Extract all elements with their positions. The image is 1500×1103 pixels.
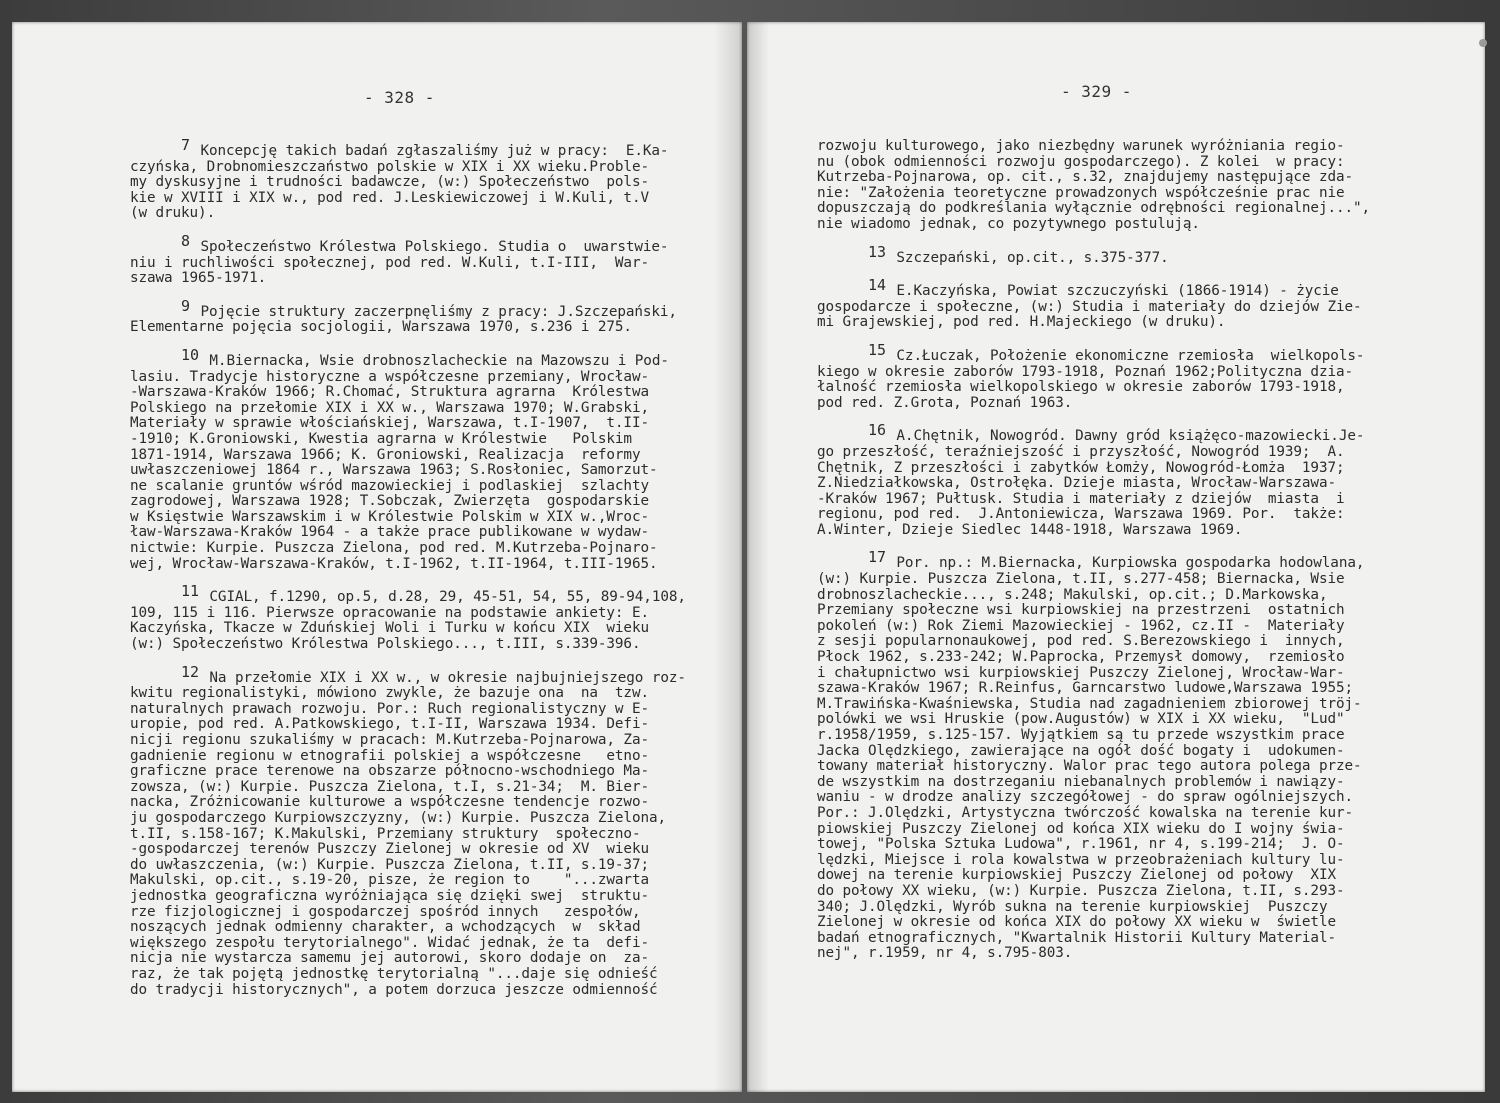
page-number: - 328 - [364,88,435,107]
footnote-text: CGIAL, f.1290, op.5, d.28, 29, 45-51, 54, 55, 89-94,108, [200,589,686,606]
footnote-number: 12 [181,662,199,681]
text-line: Chętnik, Z przeszłości i zabytków Łomży, Nowogród-Łomża 1937; [817,459,1345,476]
text-line: Kutrzeba-Pojnarowa, op. cit., s.32, znajdujemy następujące zda- [817,169,1353,186]
text-line: nu (obok odmienności rozwoju gospodarczego). Z kolei w pracy: [817,153,1345,170]
text-line: szawa-Kraków 1967; R.Reinfus, Garncarstwo ludowe,Warszawa 1955; [817,680,1353,697]
text-line [130,582,700,606]
text-line: my dyskusyjne i trudności badawcze, (w:) Społeczeństwo pols- [130,174,649,191]
footnote-text: Por. np.: M.Biernacka, Kurpiowska gospodarka hodowlana, [887,555,1365,572]
left-page [12,22,742,1092]
text-line: gadnienie regionu w etnografii polskiej a współczesne etno- [130,747,649,764]
binding-hole [1479,39,1487,47]
text-line: Z.Niedziałkowska, Ostrołęka. Dzieje miasta, Wrocław-Warszawa- [817,475,1336,492]
text-line: polówki we wsi Hruskie (pow.Augustów) w XIX i XX wieku, "Lud" [817,711,1345,728]
text-line [130,231,700,256]
text-line [130,662,700,687]
text-line: t.II, s.158-167; K.Makulski, Przemiany struktury społeczno- [130,825,641,842]
text-line: waniu - w drodze analizy szczegółowej - do spraw ogólniejszych. [817,789,1353,806]
footnote-14 [817,276,1417,331]
text-line: nicja nie wystarcza samemu jej autorowi, skoro dodaje on za- [130,950,649,967]
text-line: nicji regionu szukaliśmy w pracach: M.Kutrzeba-Pojnarowa, Za- [130,732,649,748]
footnote-number: 9 [181,296,190,315]
text-line: (w:) Społeczeństwo Królestwa Polskiego..., t.III, s.339-396. [130,636,641,653]
text-line: mi Grajewskiej, pod red. H.Majeckiego (w druku). [817,314,1226,331]
footnote-text: Szczepański, op.cit., s.375-377. [887,249,1169,266]
text-line [817,242,1417,267]
text-line: jednostka geograficzna wyróżniająca się dzięki swej struktu- [130,887,649,904]
footnote-text: Pojęcie struktury zaczerpnęliśmy z pracy: J.Szczepański, [191,303,677,320]
footnote-11 [130,582,700,653]
text-line: naturalnych prawach rozwoju. Por.: Ruch regionalistyczny w E- [130,700,649,717]
text-line: szawa 1965-1971. [130,270,267,287]
footnotes-block [817,139,1417,979]
text-line [817,421,1417,445]
text-line: lędzki, Miejsce i rola kowalstwa w przeobrażeniach kultury lu- [817,851,1345,868]
text-line: większego zespołu terytorialnego". Widać jednak, że ta defi- [130,934,649,951]
text-line: 109, 115 i 116. Pierwsze opracowanie na podstawie ankiety: E. [130,604,649,621]
footnote-text: Cz.Łuczak, Położenie ekonomiczne rzemiosła wielkopols- [887,347,1365,364]
text-line: nictwie: Kurpie. Puszcza Zielona, pod red. M.Kutrzeba-Pojnaro- [130,540,658,557]
footnote-9 [130,296,700,336]
text-line: Elementarne pojęcia socjologii, Warszawa 1970, s.236 i 275. [130,319,632,336]
text-line: i chałupnictwo wsi kurpiowskiej Puszczy Zielonej, Wrocław-War- [817,664,1345,681]
footnote-12 [130,662,700,998]
text-line: -Warszawa-Kraków 1966; R.Chomać, Struktura agrarna Królestwa [130,384,649,401]
text-line: gospodarcze i społeczne, (w:) Studia i materiały do dziejów Zie- [817,298,1362,315]
text-line: (w druku). [130,205,216,222]
footnote-number: 15 [868,340,886,359]
text-line: -1910; K.Groniowski, Kwestia agrarna w Królestwie Polskim [130,430,632,447]
footnote-text: Na przełomie XIX i XX w., w okresie najbujniejszego roz- [200,669,686,686]
footnote-text: A.Chętnik, Nowogród. Dawny gród książęco-mazowiecki.Je- [887,428,1365,445]
text-line: -gospodarczej terenów Puszczy Zielonej w okresie od XV wieku [130,841,649,858]
footnote-number: 13 [868,242,886,261]
footnote-8 [130,231,700,287]
text-line [817,276,1417,300]
text-line: pod red. Z.Grota, Poznań 1963. [817,394,1073,411]
right-page [747,22,1485,1092]
text-line: go przeszłość, teraźniejszość i przyszłość, Nowogród 1939; A. [817,443,1345,460]
footnote-17 [817,548,1417,962]
text-line: pokoleń (w:) Rok Ziemi Mazowieckiej - 1962, cz.II - Materiały [817,617,1345,634]
footnote-number: 8 [181,231,190,250]
footnote-number: 7 [181,136,190,154]
footnotes-block [130,136,700,1015]
text-line [130,296,700,321]
text-line: zowsza, (w:) Kurpie. Puszcza Zielona, t.I, s.21-34; M. Bier- [130,778,649,795]
text-line: Płock 1962, s.233-242; W.Paprocka, Przemysł domowy, rzemiosło [817,649,1345,666]
text-line: r.1958/1959, s.125-157. Wyjątkiem są tu przede wszystkim prace [817,727,1345,743]
footnote-15 [817,340,1417,411]
text-line: do uwłaszczenia, (w:) Kurpie. Puszcza Zielona, t.II, s.19-37; [130,856,649,873]
footnote-number: 17 [868,548,886,567]
text-line: uropie, pod red. A.Patkowskiego, t.I-II, Warszawa 1934. Defi- [130,716,649,733]
footnote-7 [130,136,700,222]
text-line: noszących jednak odmienny charakter, a wchodzących w skład [130,919,641,936]
text-line: Przemiany społeczne wsi kurpiowskiej na przestrzeni ostatnich [817,602,1345,619]
text-line: dopuszczają do podkreślania wyłącznie odrębności regionalnej...", [817,200,1370,217]
continuation-text [817,139,1417,233]
text-line: Zielonej w okresie od końca XIX do połowy XX wieku w świetle [817,914,1336,931]
text-line: łalność rzemiosła wielkopolskiego w okresie zaborów 1793-1918, [817,379,1345,396]
text-line: 1871-1914, Warszawa 1966; K. Groniowski, Realizacja reformy [130,446,641,463]
text-line: Materiały w sprawie włościańskiej, Warszawa, t.I-1907, t.II- [130,415,649,432]
text-line: raz, że tak pojętą jednostkę terytorialną "...daje się odnieść [130,965,658,982]
text-line: Por.: J.Olędzki, Artystyczna twórczość kowalska na terenie kur- [817,804,1353,821]
text-line: kiego w okresie zaborów 1793-1918, Poznań 1962;Polityczna dzia- [817,363,1353,380]
text-line: drobnoszlacheckie..., s.248; Makulski, op.cit.; D.Markowska, [817,586,1328,603]
text-line: z sesji popularnonaukowej, pod red. S.Berezowskiego i innych, [817,633,1345,650]
text-line: wej, Wrocław-Warszawa-Kraków, t.I-1962, t.II-1964, t.III-1965. [130,555,658,572]
text-line: Kaczyńska, Tkacze w Zduńskiej Woli i Turku w końcu XIX wieku [130,620,649,637]
footnote-text: M.Biernacka, Wsie drobnoszlacheckie na Mazowszu i Pod- [200,352,669,369]
text-line: niu i ruchliwości społecznej, pod red. W.Kuli, t.I-III, War- [130,254,649,271]
page-number: - 329 - [1061,82,1132,101]
text-line: regionu, pod red. J.Antoniewicza, Warszawa 1969. Por. także: [817,506,1345,523]
text-line [130,136,700,160]
text-line: do połowy XX wieku, (w:) Kurpie. Puszcza Zielona, t.II, s.293- [817,882,1345,899]
text-line: nie wiadomo jednak, co pozytywnego postulują. [817,215,1200,232]
text-line: piowskiej Puszczy Zielonej od końca XIX wieku do I wojny świa- [817,820,1345,837]
gutter-shadow [747,22,769,1092]
text-line: (w:) Kurpie. Puszcza Zielona, t.II, s.277-458; Biernacka, Wsie [817,571,1345,588]
text-line: towany materiał historyczny. Walor prac tego autora polega prze- [817,758,1362,775]
text-line: kie w XVIII i XIX w., pod red. J.Leskiewiczowej i W.Kuli, t.V [130,189,649,206]
footnote-number: 11 [181,582,199,601]
text-line: w Księstwie Warszawskim i w Królestwie Polskim w XIX w.,Wroc- [130,508,649,525]
text-line: -Kraków 1967; Pułtusk. Studia i materiały z dziejów miasta i [817,490,1345,507]
text-line: nej", r.1959, nr 4, s.795-803. [817,945,1073,962]
text-line: 340; J.Olędzki, Wyrób sukna na terenie kurpiowskiej Puszczy [817,898,1328,915]
text-line: ne scalanie gruntów wśród mazowieckiej i podlaskiej szlachty [130,477,649,494]
text-line: czyńska, Drobnomieszczaństwo polskie w XIX i XX wieku.Proble- [130,158,649,175]
text-line: do tradycji historycznych", a potem dorzuca jeszcze odmienność [130,981,658,998]
text-line: lasiu. Tradycje historyczne a współczesne przemiany, Wrocław- [130,368,649,385]
text-line: uwłaszczeniowej 1864 r., Warszawa 1963; S.Rosłoniec, Samorzut- [130,462,658,479]
text-line [130,345,700,370]
footnote-number: 14 [868,276,886,295]
text-line: Makulski, op.cit., s.19-20, pisze, że region to "...zwarta [130,872,649,889]
text-line: M.Trawińska-Kwaśniewska, Studia nad zagadnieniem zbiorowej tröj- [817,695,1362,712]
text-line: nie: "Założenia teoretyczne prowadzonych współcześnie prac nie [817,184,1345,201]
footnote-10 [130,345,700,572]
footnote-number: 10 [181,345,199,364]
text-line: ju gospodarczego Kurpiowszczyzny, (w:) Kurpie. Puszcza Zielona, [130,809,666,826]
text-line: graficzne prace terenowe na obszarze północno-wschodniego Ma- [130,763,649,780]
footnote-text: Społeczeństwo Królestwa Polskiego. Studia o uwarstwie- [191,238,669,255]
footnote-text: E.Kaczyńska, Powiat szczuczyński (1866-1914) - życie [887,283,1339,300]
text-line: zagrodowej, Warszawa 1928; T.Sobczak, Zwierzęta gospodarskie [130,493,649,510]
text-line: towej, "Polska Sztuka Ludowa", r.1961, nr 4, s.199-214; J. O- [817,836,1345,853]
footnote-text: Koncepcję takich badań zgłaszaliśmy już w pracy: E.Ka- [191,143,669,159]
text-line [817,548,1417,572]
text-line: kwitu regionalistyki, mówiono zwykle, że bazuje ona na tzw. [130,685,649,702]
gutter-shadow [714,22,742,1092]
text-line: rozwoju kulturowego, jako niezbędny warunek wyróżniania regio- [817,138,1345,154]
text-line: dowej na terenie kurpiowskiej Puszczy Zielonej od połowy XIX [817,867,1336,884]
text-line: nacka, Zróżnicowanie kulturowe a współczesne tendencje rozwo- [130,794,649,811]
text-line: de wszystkim na dostrzeganiu niebanalnych problemów i nawiązy- [817,773,1345,790]
text-line: ław-Warszawa-Kraków 1964 - a także prace publikowane w wydaw- [130,524,649,541]
text-line: Jacka Olędzkiego, zawierające na ogół dość bogaty i udokumen- [817,742,1345,759]
footnote-16 [817,421,1417,538]
text-line [817,340,1417,365]
text-line: Polskiego na przełomie XIX i XX w., Warszawa 1970; W.Grabski, [130,399,649,416]
footnote-number: 16 [868,421,886,440]
footnote-13 [817,242,1417,267]
text-line: badań etnograficznych, "Kwartalnik Historii Kultury Material- [817,929,1336,946]
text-line: A.Winter, Dzieje Siedlec 1448-1918, Warszawa 1969. [817,521,1243,538]
text-line: rze fizjologicznej i gospodarczej spośród innych zespołów, [130,903,641,920]
